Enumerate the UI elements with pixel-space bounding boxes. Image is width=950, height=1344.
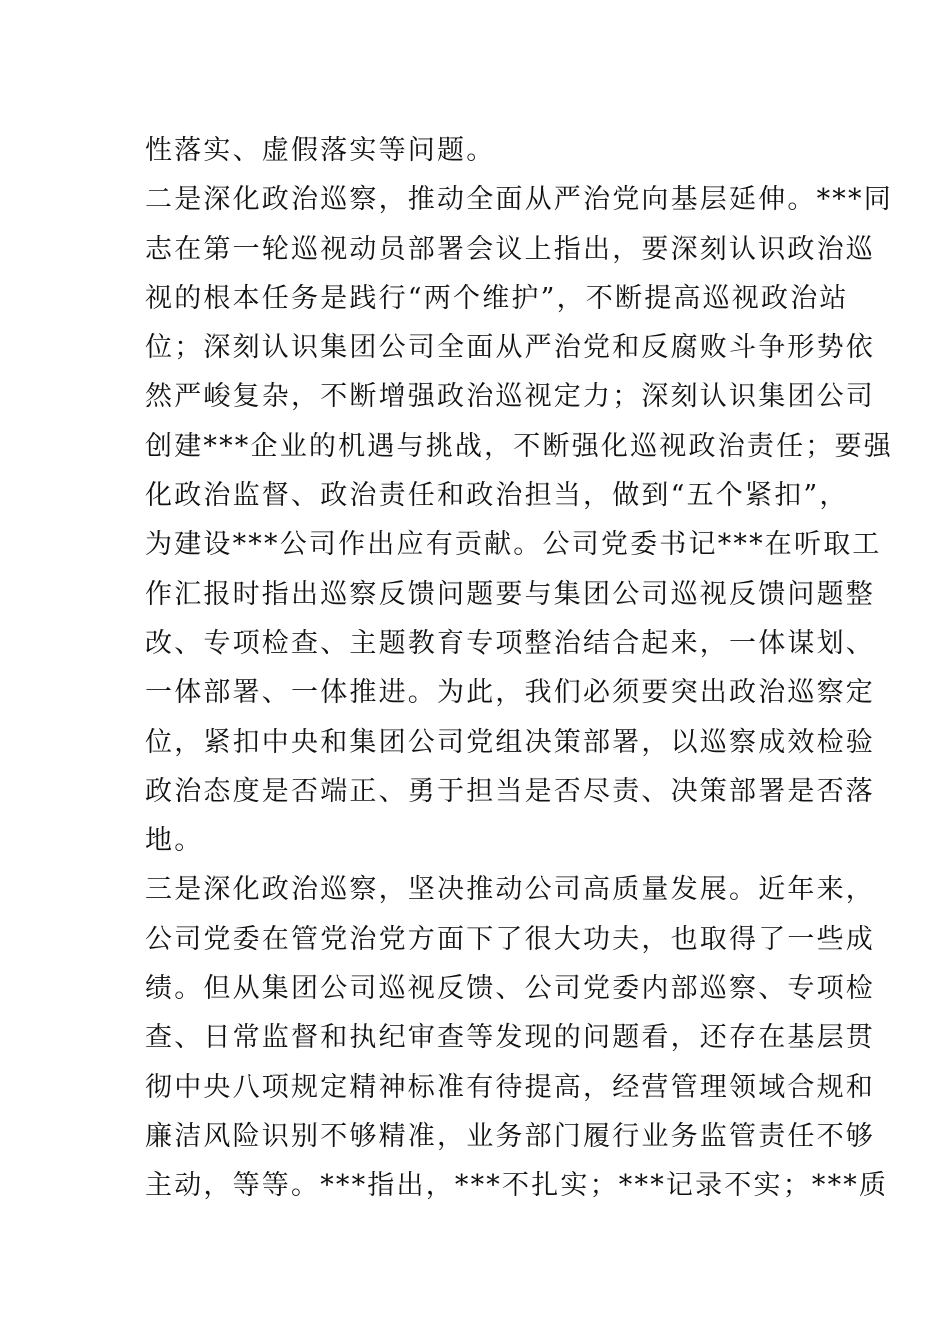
text-line: 查、日常监督和执纪审查等发现的问题看，还存在基层贯	[145, 1022, 875, 1054]
text-line: 三是深化政治巡察，坚决推动公司高质量发展。近年来，	[145, 874, 875, 906]
text-line: 政治态度是否端正、勇于担当是否尽责、决策部署是否落	[145, 775, 875, 807]
text-line: 化政治监督、政治责任和政治担当，做到“五个紧扣”，	[145, 480, 849, 512]
text-line: 作汇报时指出巡察反馈问题要与集团公司巡视反馈问题整	[145, 578, 875, 610]
text-line: 然严峻复杂，不断增强政治巡视定力；深刻认识集团公司	[145, 381, 875, 413]
text-line: 位，紧扣中央和集团公司党组决策部署，以巡察成效检验	[145, 726, 875, 758]
text-line: 视的根本任务是践行“两个维护”，不断提高巡视政治站	[145, 282, 849, 314]
text-line: 地。	[145, 825, 204, 857]
text-line: 绩。但从集团公司巡视反馈、公司党委内部巡察、专项检	[145, 973, 875, 1005]
text-line: 彻中央八项规定精神标准有待提高，经营管理领域合规和	[145, 1071, 875, 1103]
text-line: 公司党委在管党治党方面下了很大功夫，也取得了一些成	[145, 923, 875, 955]
text-line: 位；深刻认识集团公司全面从严治党和反腐败斗争形势依	[145, 332, 875, 364]
text-line: 廉洁风险识别不够精准，业务部门履行业务监管责任不够	[145, 1120, 875, 1152]
text-line: 二是深化政治巡察，推动全面从严治党向基层延伸。***同	[145, 184, 893, 216]
text-line: 为建设***公司作出应有贡献。公司党委书记***在听取工	[145, 529, 882, 561]
text-line: 改、专项检查、主题教育专项整治结合起来，一体谋划、	[145, 627, 875, 659]
text-line: 性落实、虚假落实等问题。	[145, 135, 496, 166]
text-line: 创建***企业的机遇与挑战，不断强化巡视政治责任；要强	[145, 430, 893, 462]
text-line: 主动，等等。***指出，***不扎实；***记录不实；***质	[145, 1170, 889, 1202]
text-line: 一体部署、一体推进。为此，我们必须要突出政治巡察定	[145, 677, 875, 709]
text-line: 志在第一轮巡视动员部署会议上指出，要深刻认识政治巡	[145, 233, 875, 265]
body-text	[145, 126, 893, 1211]
